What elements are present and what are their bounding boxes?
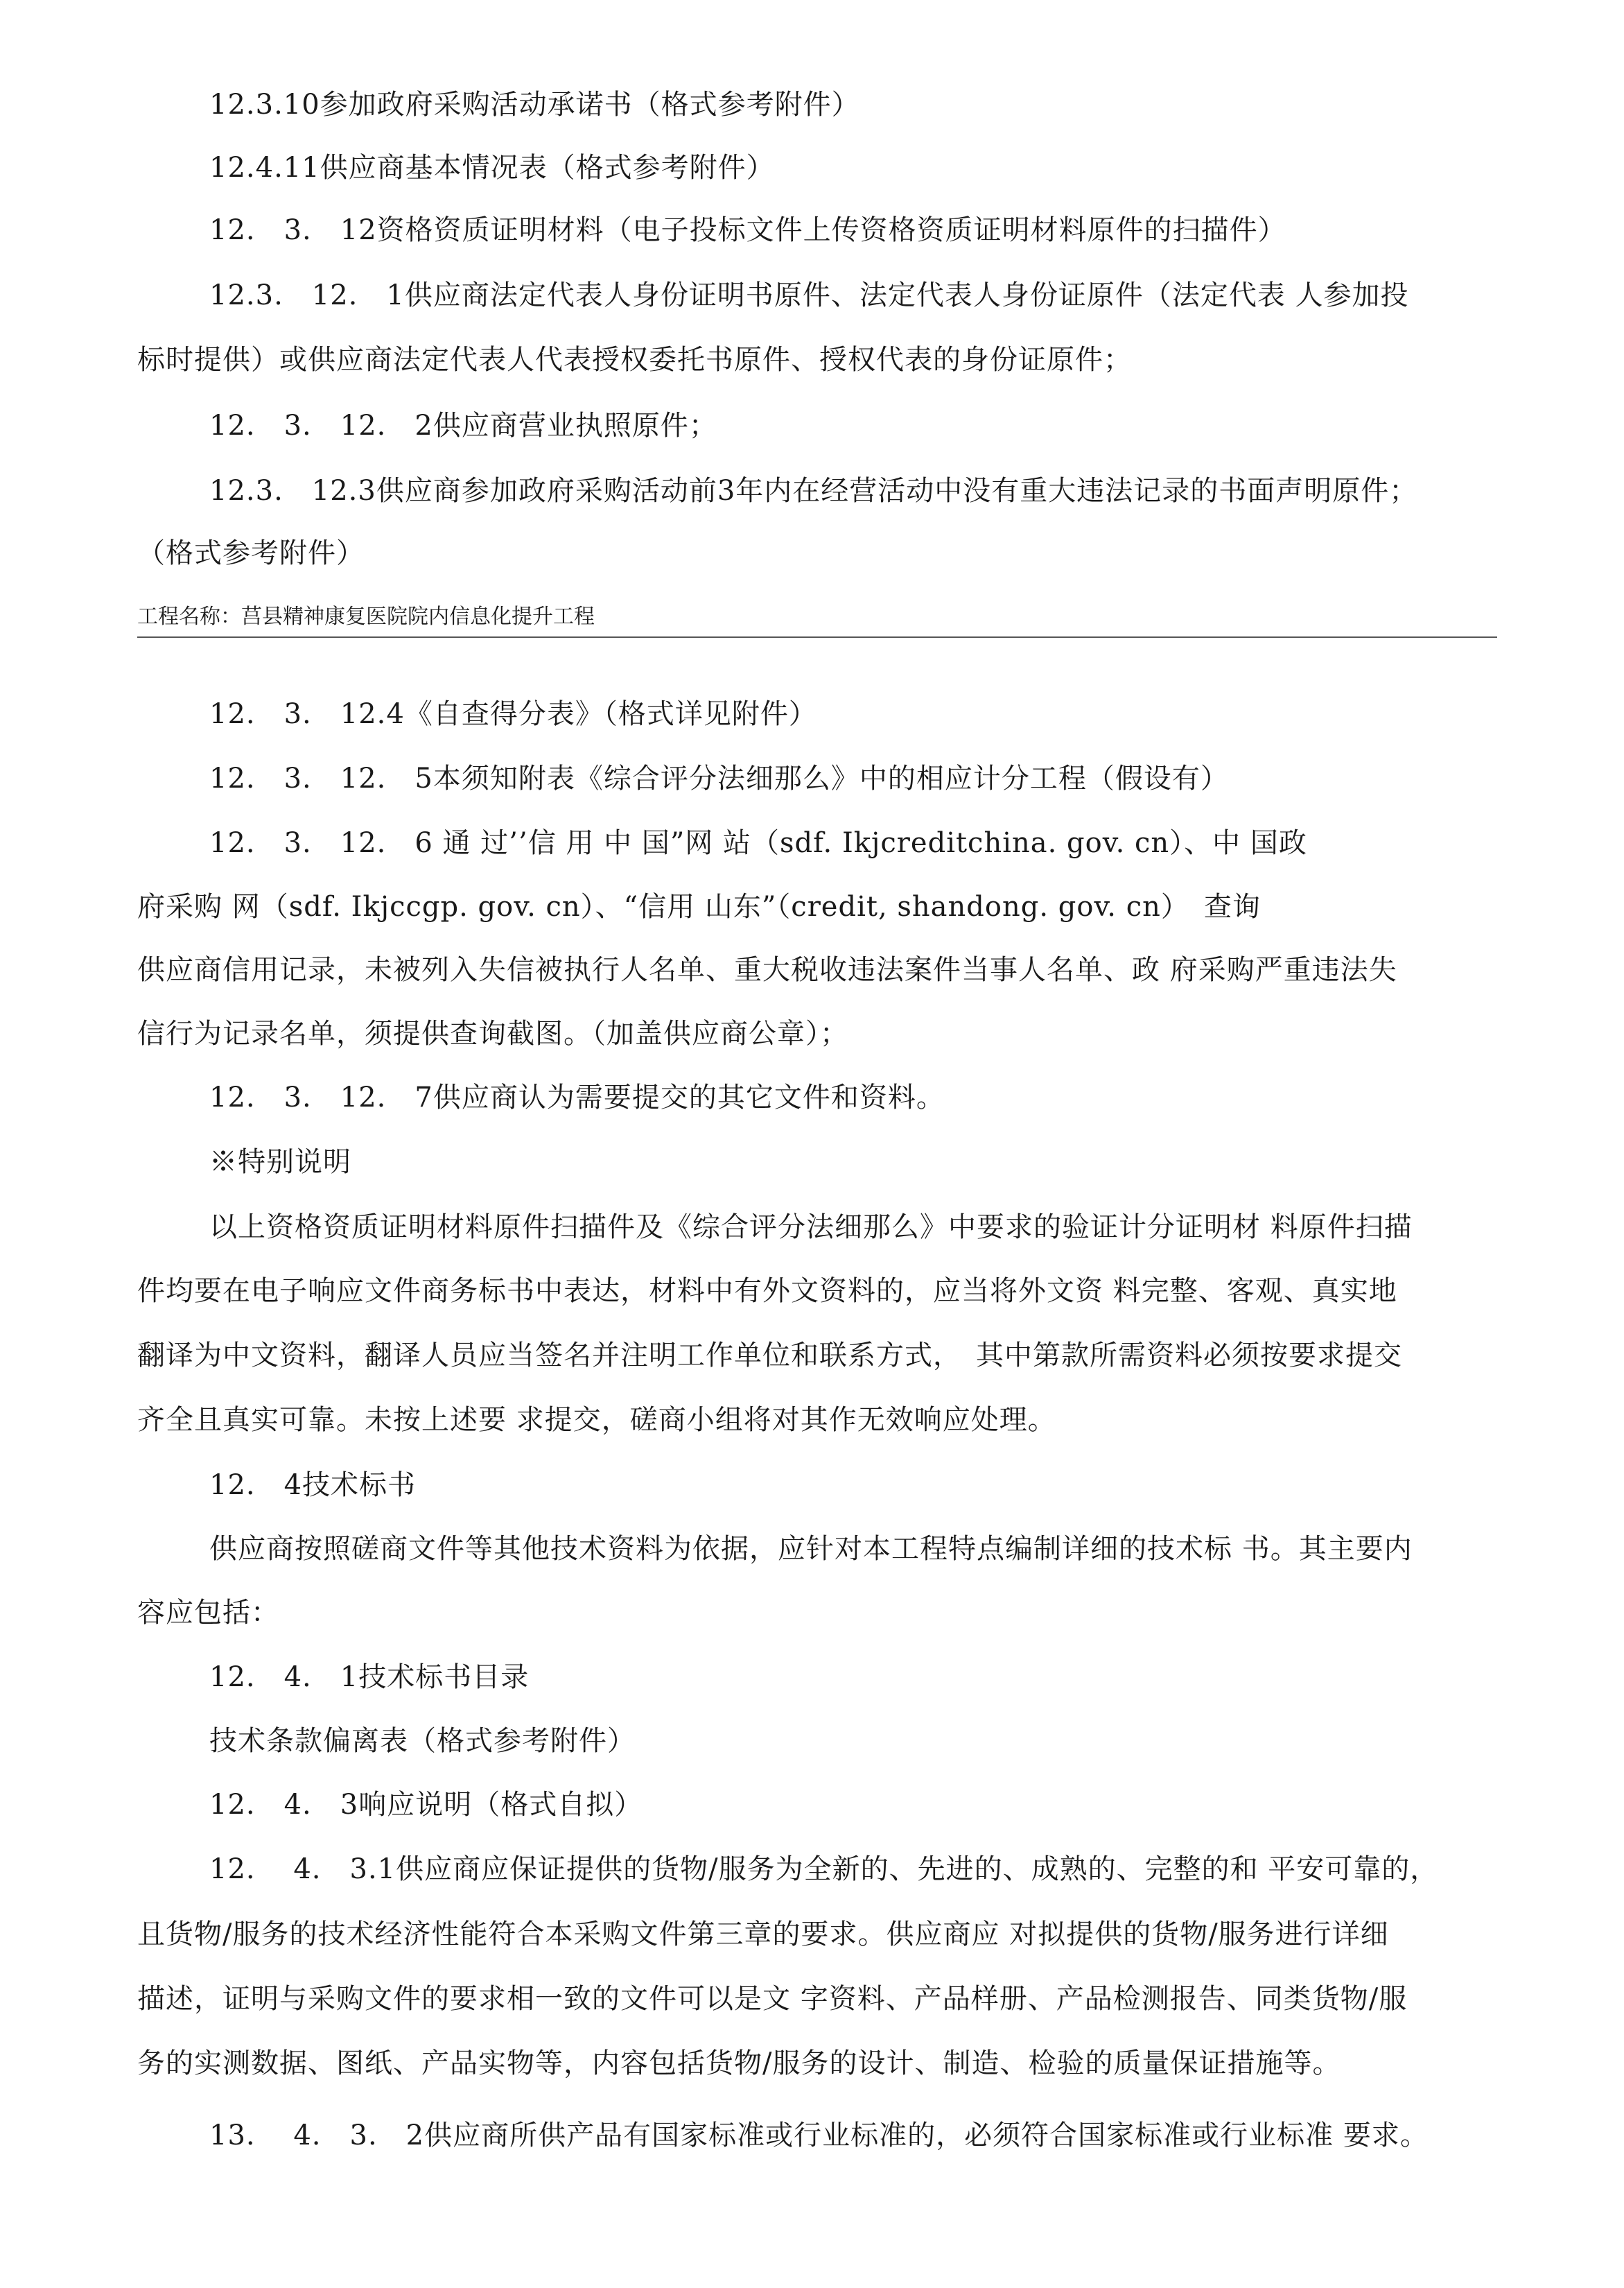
text-line: 描述，证明与采购文件的要求相一致的文件可以是文 字资料、产品样册、产品检测报告、同类货物/服 [137,1983,1408,2015]
text-line: 技术条款偏离表（格式参考附件） [209,1725,636,1757]
text-line: 翻译为中文资料，翻译人员应当签名并注明工作单位和联系方式， 其中第款所需资料必须按要求提交 [137,1340,1402,1371]
text-line: 12. 4. 3响应说明（格式自拟） [209,1789,643,1821]
text-line: 12.3. 12. 1供应商法定代表人身份证明书原件、法定代表人身份证原件（法定代表 人参加投 [209,279,1409,311]
text-line: 件均要在电子响应文件商务标书中表达，材料中有外文资料的，应当将外文资 料完整、客观、真实地 [137,1275,1397,1307]
text-line: （格式参考附件） [137,537,365,569]
text-line: 容应包括： [137,1597,279,1629]
text-line: 12. 3. 12. 2供应商营业执照原件； [209,410,717,442]
text-line: 12.3.10参加政府采购活动承诺书（格式参考附件） [209,89,860,121]
text-line: 务的实测数据、图纸、产品实物等，内容包括货物/服务的设计、制造、检验的质量保证措施等。 [137,2047,1341,2079]
text-line: 标时提供）或供应商法定代表人代表授权委托书原件、授权代表的身份证原件； [137,344,1132,376]
text-line: 信行为记录名单，须提供查询截图。（加盖供应商公章）； [137,1018,848,1050]
text-line: 12. 4. 1技术标书目录 [209,1661,530,1693]
text-line: 12. 3. 12.4《自查得分表》（格式详见附件） [209,698,817,730]
text-line: 供应商按照磋商文件等其他技术资料为依据，应针对本工程特点编制详细的技术标 书。其主要内 [209,1533,1413,1565]
text-line: 12. 3. 12. 5本须知附表《综合评分法细那么》中的相应计分工程（假设有） [209,763,1229,795]
text-line: 12. 3. 12. 6 通 过’’信 用 中 国”网 站（sdf. Ikjcreditchina. gov. cn）、中 国政 [209,827,1307,859]
text-line: 12. 4技术标书 [209,1469,417,1501]
text-line: ※特别说明 [209,1146,351,1178]
text-line: 齐全且真实可靠。未按上述要 求提交，磋商小组将对其作无效响应处理。 [137,1404,1056,1436]
text-line: 12.4.11供应商基本情况表（格式参考附件） [209,152,775,184]
text-line: 以上资格资质证明材料原件扫描件及《综合评分法细那么》中要求的验证计分证明材 料原件扫描 [209,1211,1413,1243]
text-line: 府采购 网（sdf. Ikjccgp. gov. cn）、“信用 山东”（credit, shandong. gov. cn） 查询 [137,891,1261,923]
header-divider [137,636,1497,638]
text-line: 13. 4. 3. 2供应商所供产品有国家标准或行业标准的，必须符合国家标准或行业标准 要求。 [209,2120,1429,2151]
text-line: 12.3. 12.3供应商参加政府采购活动前3年内在经营活动中没有重大违法记录的书面声明原件； [209,475,1418,507]
text-line: 供应商信用记录，未被列入失信被执行人名单、重大税收违法案件当事人名单、政 府采购严重违法失 [137,954,1397,986]
text-line: 12. 4. 3.1供应商应保证提供的货物/服务为全新的、先进的、成熟的、完整的和 平安可靠的， [209,1853,1439,1885]
running-header: 工程名称：莒县精神康复医院院内信息化提升工程 [137,605,595,629]
text-line: 且货物/服务的技术经济性能符合本采购文件第三章的要求。供应商应 对拟提供的货物/服务进行详细 [137,1918,1389,1950]
text-line: 12. 3. 12. 7供应商认为需要提交的其它文件和资料。 [209,1082,945,1113]
text-line: 12. 3. 12资格资质证明材料（电子投标文件上传资格资质证明材料原件的扫描件） [209,214,1286,246]
